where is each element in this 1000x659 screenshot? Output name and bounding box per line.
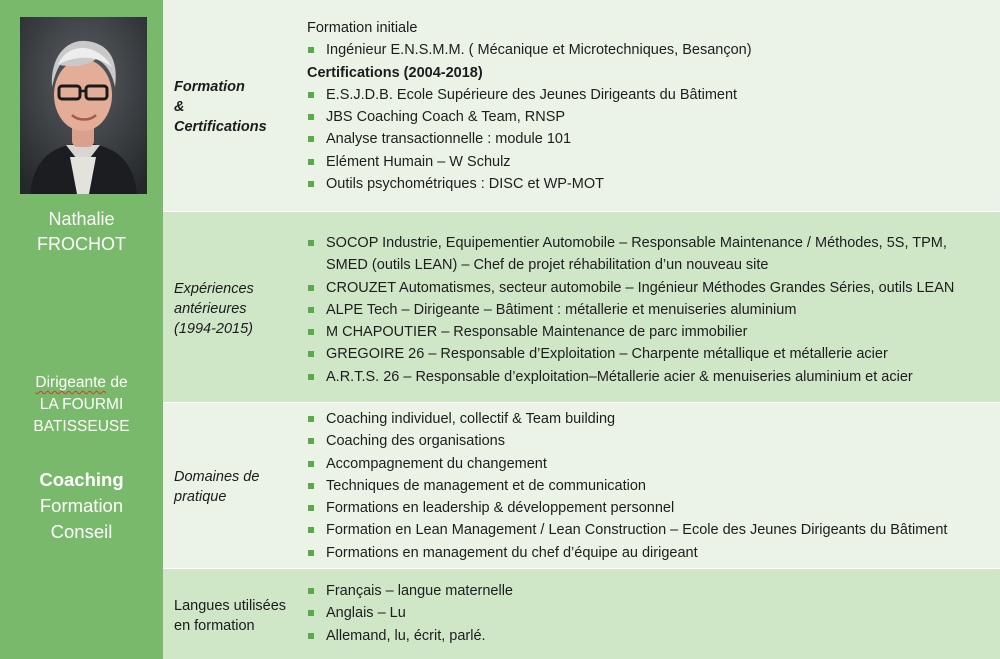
item-text: E.S.J.D.B. Ecole Supérieure des Jeunes Dirigeants du Bâtiment xyxy=(326,86,738,103)
bullet-icon xyxy=(308,351,314,357)
list-item xyxy=(307,84,980,106)
item-text: M CHAPOUTIER – Responsable Maintenance de parc immobilier xyxy=(326,324,748,341)
label-line: & xyxy=(174,99,185,115)
bullet-icon xyxy=(308,610,314,616)
item-text: Allemand, lu, écrit, parlé. xyxy=(326,627,486,644)
item-text: GREGOIRE 26 – Responsable d’Exploitation – Charpente métallique et métallerie acier xyxy=(326,346,888,363)
item-text: Ingénieur E.N.S.M.M. ( Mécanique et Microtechniques, Besançon) xyxy=(326,42,752,59)
section-content xyxy=(307,580,980,647)
section-label xyxy=(174,467,292,507)
list-item xyxy=(307,106,980,128)
label-line: Domaines de xyxy=(174,469,260,485)
list-item xyxy=(307,430,980,452)
list-item xyxy=(307,475,980,497)
bullet-icon xyxy=(308,92,314,98)
list-item xyxy=(307,625,980,647)
list-item xyxy=(307,39,980,61)
item-text: JBS Coaching Coach & Team, RNSP xyxy=(326,109,566,126)
bullet-icon xyxy=(308,159,314,165)
item-text: Formations en management du chef d’équipe au dirigeant xyxy=(326,544,698,561)
list-item xyxy=(307,321,980,343)
profile-photo xyxy=(20,17,147,194)
bullet-icon xyxy=(308,416,314,422)
bullet-icon xyxy=(308,461,314,467)
list-item xyxy=(307,602,980,624)
profile-services xyxy=(0,467,163,545)
item-text: Coaching individuel, collectif & Team building xyxy=(326,411,616,427)
list-item xyxy=(307,299,980,321)
service-formation: Formation xyxy=(39,495,124,516)
section-langues xyxy=(163,568,1000,659)
list-item xyxy=(307,232,980,277)
item-text: A.R.T.S. 26 – Responsable d’exploitation–Métallerie acier & menuiseries aluminium et acier xyxy=(326,368,913,385)
section-experiences xyxy=(163,211,1000,402)
item-text: Français – langue maternelle xyxy=(326,583,513,599)
section-domaines xyxy=(163,402,1000,568)
bullet-icon xyxy=(308,633,314,639)
item-text: SOCOP Industrie, Equipementier Automobile – Responsable Maintenance / Méthodes, 5S, TPM, SMED (outils LEAN) – Chef de projet réhabilitation d’un nouveau site xyxy=(326,235,947,274)
list-item xyxy=(307,173,980,195)
profile-first-name: Nathalie xyxy=(48,209,115,229)
bullet-icon xyxy=(308,505,314,511)
list-item xyxy=(307,497,980,519)
item-text: Accompagnement du changement xyxy=(326,455,547,472)
list-item xyxy=(307,542,980,564)
item-text: Analyse transactionnelle : module 101 xyxy=(326,131,572,148)
item-list xyxy=(307,408,980,564)
role-rest: de xyxy=(106,374,128,391)
label-line: en formation xyxy=(174,618,255,634)
item-list xyxy=(307,232,980,388)
list-item xyxy=(307,453,980,475)
item-text: Anglais – Lu xyxy=(326,605,406,622)
list-item xyxy=(307,408,980,430)
service-coaching: Coaching xyxy=(39,469,124,490)
item-text: Formations en leadership & développement personnel xyxy=(326,500,675,517)
list-item xyxy=(307,128,980,150)
label-line: Certifications xyxy=(174,119,267,135)
service-conseil: Conseil xyxy=(50,521,113,542)
section-content xyxy=(307,408,980,564)
section-content xyxy=(307,232,980,388)
label-line: antérieures xyxy=(174,301,247,317)
list-item xyxy=(307,580,980,602)
list-item xyxy=(307,151,980,173)
bullet-icon xyxy=(308,114,314,120)
bullet-icon xyxy=(308,181,314,187)
bullet-icon xyxy=(308,329,314,335)
role-line xyxy=(0,372,163,394)
item-list xyxy=(307,39,980,61)
bullet-icon xyxy=(308,285,314,291)
section-heading: Certifications (2004-2018) xyxy=(307,64,483,81)
section-label xyxy=(174,596,292,636)
bullet-icon xyxy=(308,527,314,533)
profile-last-name: FROCHOT xyxy=(37,234,126,254)
section-formation xyxy=(163,0,1000,211)
item-text: Coaching des organisations xyxy=(326,433,505,450)
profile-sidebar xyxy=(0,0,163,659)
role-word: Dirigeante xyxy=(35,374,107,391)
profile-name xyxy=(0,207,163,257)
item-text: Elément Humain – W Schulz xyxy=(326,153,511,170)
bullet-icon xyxy=(308,588,314,594)
list-item xyxy=(307,519,980,541)
bullet-icon xyxy=(308,374,314,380)
company-line-2: BATISSEUSE xyxy=(33,418,130,435)
label-line: Expériences xyxy=(174,281,254,297)
label-line: pratique xyxy=(174,489,227,505)
label-line: Langues utilisées xyxy=(174,598,287,614)
section-label xyxy=(174,279,292,339)
label-line: Formation xyxy=(174,79,245,95)
bullet-icon xyxy=(308,483,314,489)
item-text: Techniques de management et de communication xyxy=(326,477,646,494)
list-item xyxy=(307,277,980,299)
bullet-icon xyxy=(308,240,314,246)
bullet-icon xyxy=(308,307,314,313)
item-list xyxy=(307,84,980,195)
bullet-icon xyxy=(308,550,314,556)
list-item xyxy=(307,343,980,365)
item-list xyxy=(307,580,980,647)
item-text: CROUZET Automatismes, secteur automobile – Ingénieur Méthodes Grandes Séries, outils LEAN xyxy=(326,279,955,296)
section-heading: Formation initiale xyxy=(307,20,418,36)
item-text: Outils psychométriques : DISC et WP-MOT xyxy=(326,176,604,193)
bullet-icon xyxy=(308,47,314,53)
label-line: (1994-2015) xyxy=(174,321,253,337)
list-item xyxy=(307,366,980,388)
company-line-1: LA FOURMI xyxy=(39,396,124,413)
item-text: Formation en Lean Management / Lean Construction – Ecole des Jeunes Dirigeants du Bâtiment xyxy=(326,522,948,539)
profile-role xyxy=(0,372,163,438)
item-text: ALPE Tech – Dirigeante – Bâtiment : métallerie et menuiseries aluminium xyxy=(326,301,797,318)
section-label xyxy=(174,77,292,137)
bullet-icon xyxy=(308,136,314,142)
section-content xyxy=(307,17,980,195)
bullet-icon xyxy=(308,438,314,444)
